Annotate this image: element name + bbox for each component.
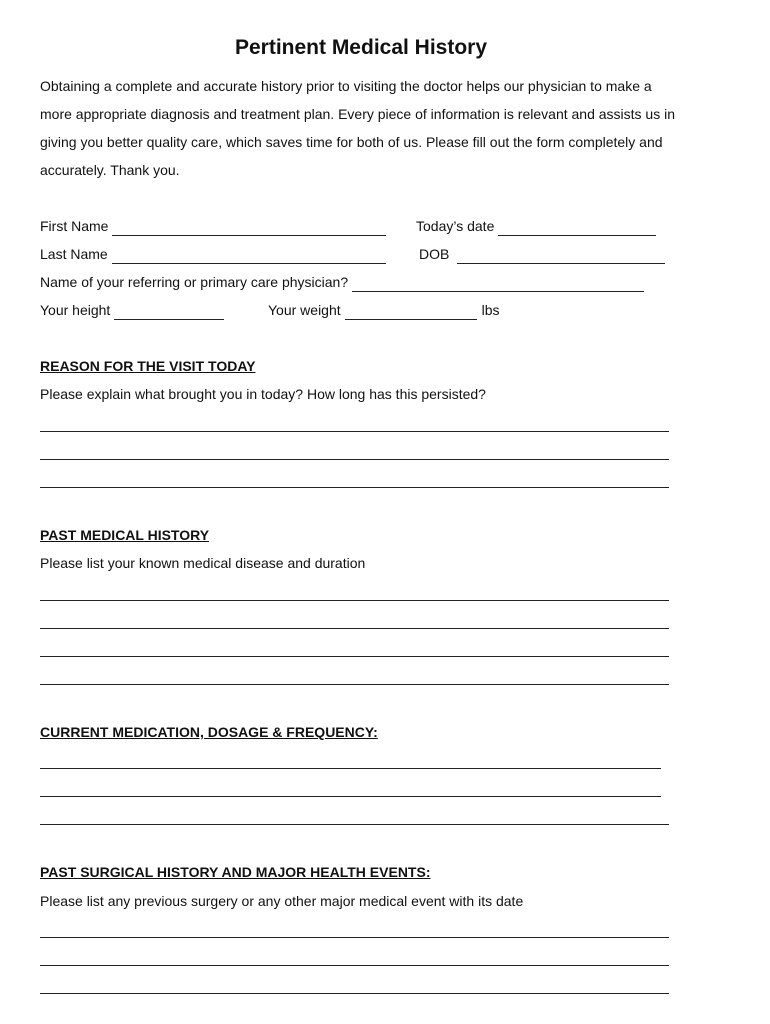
first-name-label: First Name [40, 218, 109, 234]
todays-date-field[interactable] [498, 221, 656, 236]
todays-date-label: Today’s date [416, 218, 495, 234]
weight-label: Your weight [268, 302, 341, 318]
reason-heading: REASON FOR THE VISIT TODAY [40, 358, 256, 374]
past-medical-answer-line[interactable] [40, 628, 669, 629]
medication-answer-line[interactable] [40, 796, 661, 797]
last-name-row [40, 244, 386, 264]
reason-answer-line[interactable] [40, 431, 669, 432]
physician-label: Name of your referring or primary care physician? [40, 274, 349, 290]
reason-answer-line[interactable] [40, 459, 669, 460]
height-label: Your height [40, 302, 111, 318]
surgical-answer-line[interactable] [40, 937, 669, 938]
past-medical-answer-line[interactable] [40, 600, 669, 601]
past-medical-prompt: Please list your known medical disease and duration [40, 555, 366, 571]
medication-answer-line[interactable] [40, 824, 669, 825]
height-field[interactable] [114, 305, 224, 320]
surgical-answer-line[interactable] [40, 993, 669, 994]
first-name-field[interactable] [112, 221, 386, 236]
last-name-field[interactable] [112, 249, 386, 264]
reason-answer-line[interactable] [40, 487, 669, 488]
past-medical-heading: PAST MEDICAL HISTORY [40, 527, 210, 543]
surgical-answer-line[interactable] [40, 965, 669, 966]
form-title: Pertinent Medical History [234, 36, 488, 59]
weight-row [268, 300, 500, 320]
intro-paragraph: Obtaining a complete and accurate history prior to visiting the doctor helps our physician to make a more appropriate diagnosis and treatment plan. Every piece of information is relevant and assists us in giving you better quality care, which saves time for both of us. Please fill out the form completely and accurately. Thank you. [40, 78, 676, 178]
past-medical-answer-line[interactable] [40, 684, 669, 685]
first-name-row [40, 216, 386, 236]
height-row [40, 300, 224, 320]
surgical-prompt: Please list any previous surgery or any other major medical event with its date [40, 893, 524, 909]
past-medical-answer-line[interactable] [40, 656, 669, 657]
surgical-heading: PAST SURGICAL HISTORY AND MAJOR HEALTH EVENTS: [40, 864, 431, 880]
reason-prompt: Please explain what brought you in today? How long has this persisted? [40, 386, 486, 402]
dob-field[interactable] [457, 249, 665, 264]
dob-row [419, 244, 665, 264]
todays-date-row [416, 216, 656, 236]
medication-heading: CURRENT MEDICATION, DOSAGE & FREQUENCY: [40, 724, 378, 740]
weight-field[interactable] [345, 305, 477, 320]
physician-field[interactable] [352, 277, 644, 292]
dob-label: DOB [419, 246, 450, 262]
physician-row [40, 272, 644, 292]
weight-unit: lbs [481, 302, 500, 318]
medication-answer-line[interactable] [40, 768, 661, 769]
last-name-label: Last Name [40, 246, 108, 262]
